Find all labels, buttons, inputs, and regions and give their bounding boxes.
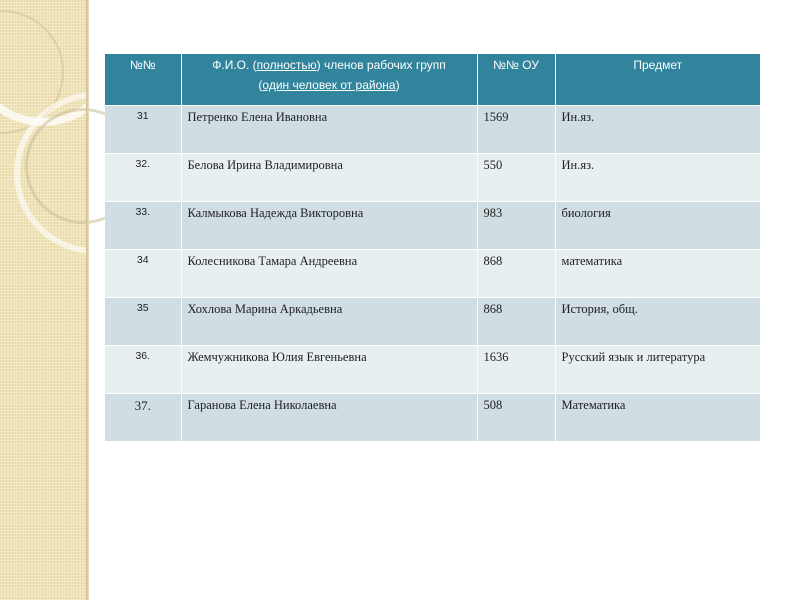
row-subject: Ин.яз. xyxy=(555,154,760,202)
row-name: Гаранова Елена Николаевна xyxy=(181,394,477,442)
row-num: 35 xyxy=(105,298,181,346)
table-row xyxy=(105,154,760,202)
working-groups-table xyxy=(105,54,760,441)
row-school: 1569 xyxy=(477,106,555,154)
row-name: Белова Ирина Владимировна xyxy=(181,154,477,202)
header-fio-line2 xyxy=(188,78,471,92)
row-num: 37. xyxy=(105,394,181,442)
table-row xyxy=(105,298,760,346)
table-row xyxy=(105,202,760,250)
row-subject: Русский язык и литература xyxy=(555,346,760,394)
decorative-side-band xyxy=(0,0,86,600)
row-school: 868 xyxy=(477,298,555,346)
row-num: 32. xyxy=(105,154,181,202)
row-name: Петренко Елена Ивановна xyxy=(181,106,477,154)
header-fio-prefix: Ф.И.О. ( xyxy=(212,58,257,72)
row-school: 508 xyxy=(477,394,555,442)
header-fio-line2-open: ( xyxy=(258,78,263,92)
row-subject: История, общ. xyxy=(555,298,760,346)
row-school: 1636 xyxy=(477,346,555,394)
table-row xyxy=(105,394,760,442)
side-band-edge xyxy=(86,0,89,600)
header-fio-full: полностью xyxy=(256,58,317,72)
table-row xyxy=(105,250,760,298)
header-fio-line2-text: один человек от района xyxy=(262,78,396,92)
row-num: 33. xyxy=(105,202,181,250)
header-subject: Предмет xyxy=(555,54,760,106)
row-name: Колесникова Тамара Андреевна xyxy=(181,250,477,298)
row-subject: Математика xyxy=(555,394,760,442)
row-name: Калмыкова Надежда Викторовна xyxy=(181,202,477,250)
header-fio xyxy=(181,54,477,106)
table-row xyxy=(105,346,760,394)
row-num: 31 xyxy=(105,106,181,154)
header-school: №№ ОУ xyxy=(477,54,555,106)
row-school: 550 xyxy=(477,154,555,202)
row-name: Хохлова Марина Аркадьевна xyxy=(181,298,477,346)
row-num: 34 xyxy=(105,250,181,298)
header-fio-line2-close: ) xyxy=(395,78,400,92)
row-school: 983 xyxy=(477,202,555,250)
table-row xyxy=(105,106,760,154)
row-school: 868 xyxy=(477,250,555,298)
row-num: 36. xyxy=(105,346,181,394)
table-header-row xyxy=(105,54,760,106)
row-subject: Ин.яз. xyxy=(555,106,760,154)
row-name: Жемчужникова Юлия Евгеньевна xyxy=(181,346,477,394)
header-fio-suffix: ) членов рабочих групп xyxy=(316,58,446,72)
row-subject: биология xyxy=(555,202,760,250)
header-num: №№ xyxy=(105,54,181,106)
row-subject: математика xyxy=(555,250,760,298)
